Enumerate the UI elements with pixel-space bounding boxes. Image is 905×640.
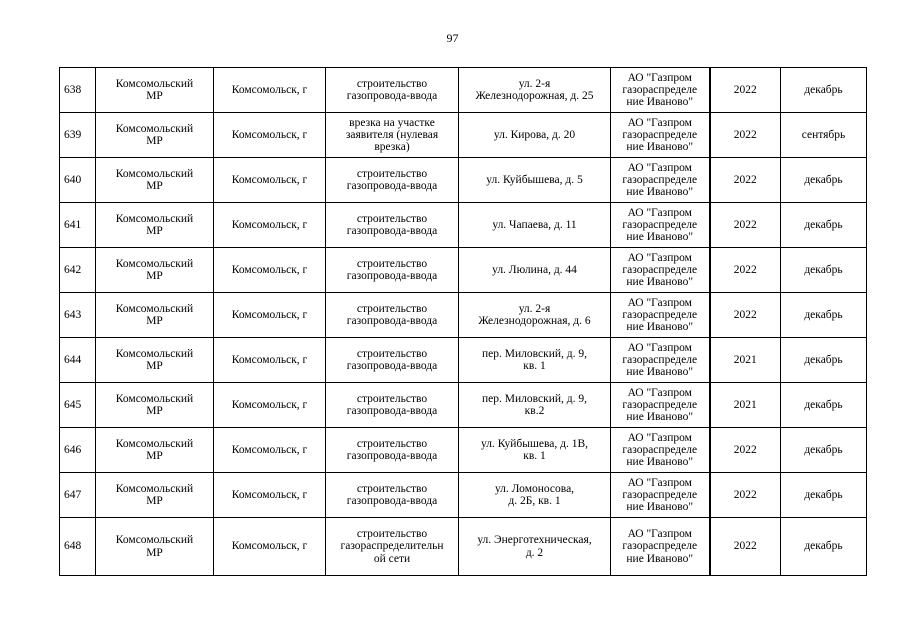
city-cell: Комсомольск, г [214,383,326,428]
row-number: 648 [60,518,96,576]
address-cell: ул. Люлина, д. 44 [459,248,611,293]
address-cell: ул. 2-я Железнодорожная, д. 6 [459,293,611,338]
work-type-cell: врезка на участке заявителя (нулевая врезка) [326,113,459,158]
city-cell: Комсомольск, г [214,68,326,113]
table-row [60,383,867,428]
table-row [60,293,867,338]
work-type-cell: строительство газопровода-ввода [326,68,459,113]
work-type-cell: строительство газопровода-ввода [326,248,459,293]
organization-cell: АО "Газпром газораспределе ние Иваново" [611,428,710,473]
table-row [60,338,867,383]
district-cell: Комсомольский МР [96,428,214,473]
year-cell: 2022 [710,113,781,158]
city-cell: Комсомольск, г [214,158,326,203]
table-row [60,203,867,248]
address-cell: ул. Куйбышева, д. 5 [459,158,611,203]
month-cell: декабрь [781,203,867,248]
work-type-cell: строительство газопровода-ввода [326,293,459,338]
district-cell: Комсомольский МР [96,518,214,576]
row-number: 639 [60,113,96,158]
address-cell: ул. Чапаева, д. 11 [459,203,611,248]
year-cell: 2022 [710,473,781,518]
work-type-cell: строительство газопровода-ввода [326,473,459,518]
work-type-cell: строительство газопровода-ввода [326,203,459,248]
row-number: 643 [60,293,96,338]
district-cell: Комсомольский МР [96,248,214,293]
city-cell: Комсомольск, г [214,293,326,338]
district-cell: Комсомольский МР [96,338,214,383]
city-cell: Комсомольск, г [214,518,326,576]
month-cell: декабрь [781,473,867,518]
month-cell: декабрь [781,68,867,113]
month-cell: декабрь [781,338,867,383]
table-row [60,428,867,473]
table-body [60,68,867,576]
year-cell: 2022 [710,248,781,293]
organization-cell: АО "Газпром газораспределе ние Иваново" [611,518,710,576]
year-cell: 2022 [710,293,781,338]
address-cell: ул. Кирова, д. 20 [459,113,611,158]
year-cell: 2021 [710,383,781,428]
district-cell: Комсомольский МР [96,68,214,113]
work-type-cell: строительство газопровода-ввода [326,338,459,383]
organization-cell: АО "Газпром газораспределе ние Иваново" [611,473,710,518]
row-number: 638 [60,68,96,113]
address-cell: ул. 2-я Железнодорожная, д. 25 [459,68,611,113]
work-type-cell: строительство газопровода-ввода [326,158,459,203]
district-cell: Комсомольский МР [96,158,214,203]
page-number: 97 [446,31,459,45]
gasification-table [59,67,867,576]
table-row [60,518,867,576]
row-number: 644 [60,338,96,383]
month-cell: сентябрь [781,113,867,158]
district-cell: Комсомольский МР [96,473,214,518]
year-cell: 2021 [710,338,781,383]
address-cell: пер. Миловский, д. 9, кв. 1 [459,338,611,383]
city-cell: Комсомольск, г [214,113,326,158]
address-cell: ул. Ломоносова, д. 2Б, кв. 1 [459,473,611,518]
row-number: 647 [60,473,96,518]
organization-cell: АО "Газпром газораспределе ние Иваново" [611,158,710,203]
month-cell: декабрь [781,248,867,293]
year-cell: 2022 [710,158,781,203]
city-cell: Комсомольск, г [214,338,326,383]
organization-cell: АО "Газпром газораспределе ние Иваново" [611,383,710,428]
district-cell: Комсомольский МР [96,383,214,428]
organization-cell: АО "Газпром газораспределе ние Иваново" [611,68,710,113]
table-row [60,473,867,518]
year-cell: 2022 [710,428,781,473]
row-number: 640 [60,158,96,203]
month-cell: декабрь [781,293,867,338]
organization-cell: АО "Газпром газораспределе ние Иваново" [611,113,710,158]
address-cell: ул. Куйбышева, д. 1В, кв. 1 [459,428,611,473]
address-cell: ул. Энерготехническая, д. 2 [459,518,611,576]
work-type-cell: строительство газораспределительн ой сети [326,518,459,576]
district-cell: Комсомольский МР [96,203,214,248]
month-cell: декабрь [781,518,867,576]
table-row [60,68,867,113]
year-cell: 2022 [710,518,781,576]
city-cell: Комсомольск, г [214,203,326,248]
table-row [60,113,867,158]
table-row [60,158,867,203]
row-number: 642 [60,248,96,293]
table-row [60,248,867,293]
row-number: 646 [60,428,96,473]
work-type-cell: строительство газопровода-ввода [326,383,459,428]
year-cell: 2022 [710,68,781,113]
month-cell: декабрь [781,428,867,473]
city-cell: Комсомольск, г [214,473,326,518]
address-cell: пер. Миловский, д. 9, кв.2 [459,383,611,428]
district-cell: Комсомольский МР [96,113,214,158]
district-cell: Комсомольский МР [96,293,214,338]
organization-cell: АО "Газпром газораспределе ние Иваново" [611,293,710,338]
organization-cell: АО "Газпром газораспределе ние Иваново" [611,203,710,248]
city-cell: Комсомольск, г [214,248,326,293]
organization-cell: АО "Газпром газораспределе ние Иваново" [611,338,710,383]
row-number: 645 [60,383,96,428]
work-type-cell: строительство газопровода-ввода [326,428,459,473]
year-cell: 2022 [710,203,781,248]
row-number: 641 [60,203,96,248]
month-cell: декабрь [781,158,867,203]
month-cell: декабрь [781,383,867,428]
city-cell: Комсомольск, г [214,428,326,473]
organization-cell: АО "Газпром газораспределе ние Иваново" [611,248,710,293]
